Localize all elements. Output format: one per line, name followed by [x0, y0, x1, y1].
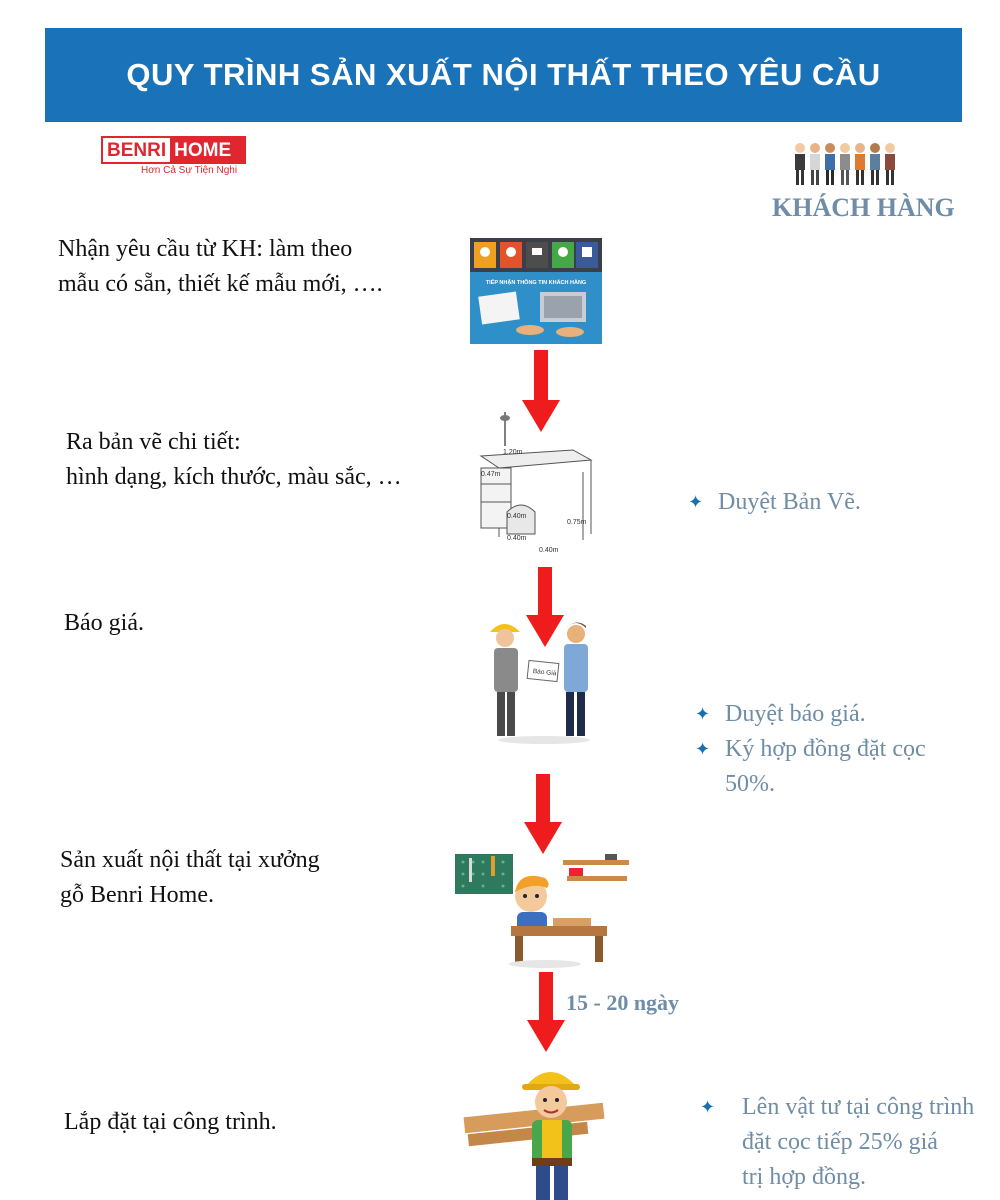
step-2-text [66, 425, 402, 495]
customer-label: KHÁCH HÀNG [772, 193, 955, 222]
material-line-1: Lên vật tư tại công trình [742, 1094, 975, 1120]
logo-brand-right: HOME [170, 138, 244, 162]
desk-drawing-illustration [473, 412, 598, 557]
quote-paper-label: Báo Giá [532, 667, 557, 678]
action-approve-drawing [688, 485, 861, 520]
step-1-line-2: mẫu có sẵn, thiết kế mẫu mới, …. [58, 271, 383, 297]
illustration-caption: TIẾP NHẬN THÔNG TIN KHÁCH HÀNG [485, 280, 587, 286]
step-2-line-1: Ra bản vẽ chi tiết: [66, 429, 241, 455]
installer-worker-illustration [462, 1062, 612, 1200]
step-1-line-1: Nhận yêu cầu từ KH: làm theo [58, 236, 353, 262]
step-3-text [64, 606, 144, 641]
dim-chair-width: 0.40m [507, 535, 527, 542]
sign-contract-line-1: Ký hợp đồng đặt cọc [725, 736, 926, 762]
flow-arrow-3 [524, 774, 562, 854]
action-material-deposit [700, 1090, 974, 1195]
production-duration: 15 - 20 ngày [566, 990, 680, 1015]
customer-info-illustration [470, 238, 602, 344]
header-banner [45, 28, 962, 122]
dim-width: 1.20m [503, 449, 523, 456]
page-title: QUY TRÌNH SẢN XUẤT NỘI THẤT THEO YÊU CẦU [126, 57, 881, 92]
material-line-2: đặt cọc tiếp 25% giá [742, 1129, 938, 1155]
dim-chair-height: 0.40m [507, 513, 527, 520]
step-5-text [64, 1105, 277, 1140]
star-bullet-icon: ✦ [695, 739, 711, 759]
dim-depth: 0.47m [481, 471, 501, 478]
step-5-line-1: Lắp đặt tại công trình. [64, 1109, 277, 1135]
material-line-3: trị hợp đồng. [742, 1164, 867, 1190]
approve-quote-text: Duyệt báo giá. [725, 701, 866, 727]
dim-chair-depth: 0.40m [539, 547, 559, 554]
star-bullet-icon: ✦ [700, 1097, 716, 1117]
step-4-text [60, 843, 320, 913]
logo-wordmark [101, 136, 246, 164]
step-4-line-2: gỗ Benri Home. [60, 882, 214, 908]
approve-drawing-text: Duyệt Bản Vẽ. [718, 489, 861, 515]
logo-brand-left: BENRI [103, 138, 170, 162]
flow-arrow-4 [527, 972, 565, 1052]
step-1-text [58, 232, 383, 302]
star-bullet-icon: ✦ [695, 704, 711, 724]
step-3-line-1: Báo giá. [64, 610, 144, 636]
people-group-icon [793, 140, 905, 186]
sign-contract-line-2: 50%. [725, 771, 775, 797]
step-2-line-2: hình dạng, kích thước, màu sắc, … [66, 464, 402, 490]
logo-tagline: Hơn Cả Sự Tiện Nghi [141, 165, 238, 176]
action-approve-quote [695, 697, 926, 802]
quotation-handshake-illustration [486, 618, 604, 746]
step-4-line-1: Sản xuất nội thất tại xưởng [60, 847, 320, 873]
workshop-carpenter-illustration [455, 852, 633, 968]
dim-height: 0.75m [567, 519, 587, 526]
benri-home-logo [101, 136, 246, 180]
star-bullet-icon: ✦ [688, 492, 704, 512]
